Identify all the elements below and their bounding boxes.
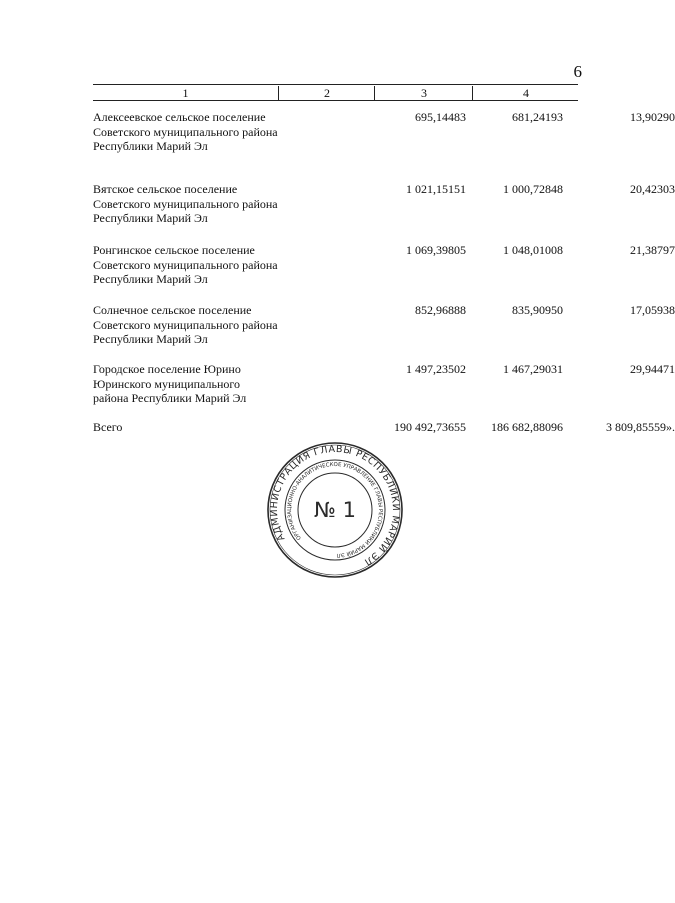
value-col-2: 1 021,15151 [406, 182, 466, 196]
value-col-3: 835,90950 [512, 303, 563, 317]
settlement-name: Вятское сельское поселение Советского муниципального района Республики Марий Эл [93, 182, 278, 225]
value-col-3: 1 000,72848 [503, 182, 563, 196]
value-col-4: 13,90290 [630, 110, 675, 124]
column-header-4: 4 [472, 86, 579, 100]
value-col-4: 21,38797 [630, 243, 675, 257]
stamp-inner-text: ОРГАНИЗАЦИОННО-АНАЛИТИЧЕСКОЕ УПРАВЛЕНИЕ ГЛАВЫ РЕСПУБЛИКИ МАРИЙ ЭЛ [286, 461, 384, 559]
official-seal-stamp [265, 440, 405, 580]
value-col-4: 20,42303 [630, 182, 675, 196]
value-col-3: 1 467,29031 [503, 362, 563, 376]
total-col-4: 3 809,85559». [606, 420, 675, 434]
table-top-border [93, 84, 578, 85]
value-col-4: 29,94471 [630, 362, 675, 376]
value-col-4: 17,05938 [630, 303, 675, 317]
value-col-2: 1 497,23502 [406, 362, 466, 376]
total-label: Всего [93, 420, 123, 434]
total-col-2: 190 492,73655 [394, 420, 466, 434]
value-col-2: 852,96888 [415, 303, 466, 317]
settlement-name: Ронгинское сельское поселение Советского муниципального района Республики Марий Эл [93, 243, 278, 286]
value-col-2: 1 069,39805 [406, 243, 466, 257]
stamp-outer-text: АДМИНИСТРАЦИЯ ГЛАВЫ РЕСПУБЛИКИ МАРИЙ ЭЛ [268, 443, 402, 568]
column-header-1: 1 [182, 86, 189, 100]
table-header-border [93, 100, 578, 101]
stamp-number: № 1 [314, 498, 356, 522]
settlement-name: Солнечное сельское поселение Советского муниципального района Республики Марий Эл [93, 303, 278, 346]
page-number: 6 [573, 62, 582, 81]
value-col-3: 681,24193 [512, 110, 563, 124]
value-col-3: 1 048,01008 [503, 243, 563, 257]
value-col-2: 695,14483 [415, 110, 466, 124]
settlement-name: Городское поселение Юрино Юринского муниципального района Республики Марий Эл [93, 362, 247, 405]
total-col-3: 186 682,88096 [491, 420, 563, 434]
settlement-name: Алексеевское сельское поселение Советского муниципального района Республики Марий Эл [93, 110, 278, 153]
column-header-2: 2 [278, 86, 375, 100]
column-header-3: 3 [374, 86, 473, 100]
